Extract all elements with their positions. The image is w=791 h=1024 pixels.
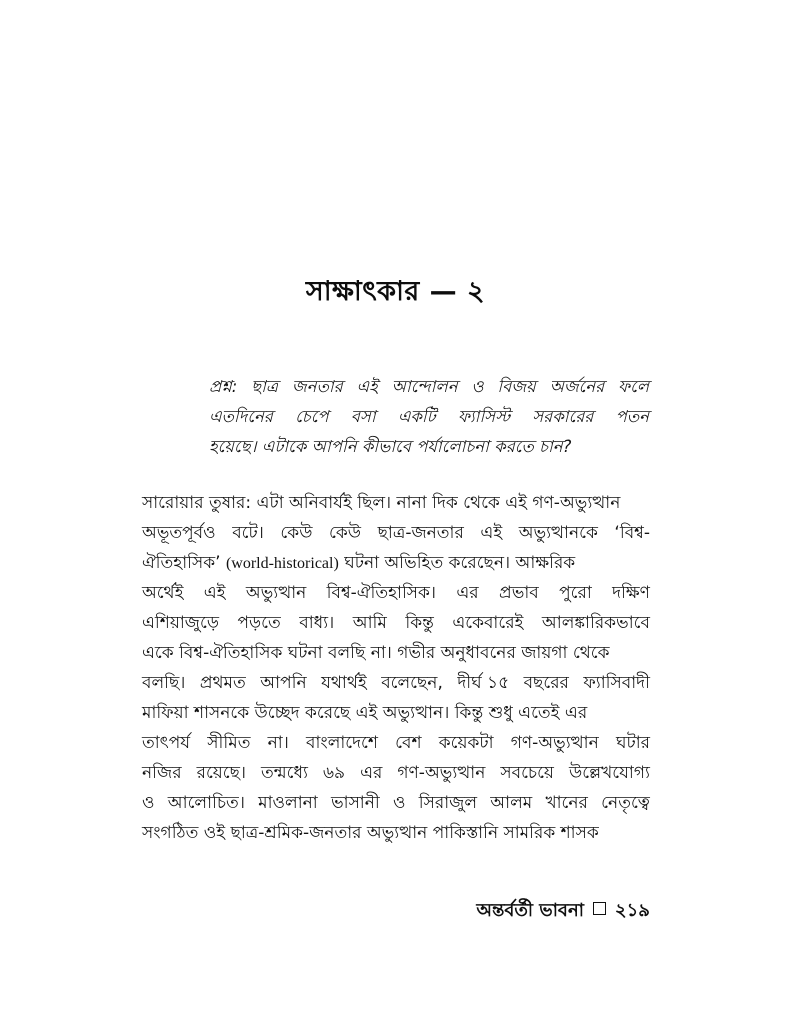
answer-word: ছাত্র-জনতার bbox=[377, 523, 464, 543]
answer-word: বেশ bbox=[395, 733, 422, 753]
answer-word: ভাসানী bbox=[330, 793, 380, 813]
answer-word: তন্মধ্যে bbox=[261, 763, 308, 783]
answer-word: আপনি bbox=[260, 673, 307, 693]
question-word: বিজয় bbox=[497, 377, 536, 396]
answer-word: নেতৃত্বে bbox=[601, 793, 650, 813]
answer-word: আলঙ্কারিকভাবে bbox=[541, 613, 650, 633]
answer-word: দীর্ঘ ১৫ bbox=[457, 673, 510, 693]
answer-line bbox=[142, 788, 650, 818]
answer-line: সংগঠিত ওই ছাত্র-শ্রমিক-জনতার অভ্যুত্থান পাকিস্তানি সামরিক শাসক bbox=[142, 823, 599, 843]
answer-line bbox=[142, 668, 650, 698]
question-word: আন্দোলন bbox=[391, 377, 458, 396]
answer-word: রয়েছে। bbox=[196, 763, 247, 783]
answer-line-with-latin-term: ঐতিহাসিক’ (world-historical) ঘটনা অভিহিত করেছেন। আক্ষরিক bbox=[142, 553, 576, 573]
answer-word: আমি bbox=[352, 613, 387, 633]
question-word: ফ্যাসিস্ট bbox=[457, 407, 511, 426]
question-word: বসা bbox=[350, 407, 376, 426]
answer-word: এর bbox=[456, 583, 479, 603]
answer-paragraph bbox=[142, 488, 650, 848]
answer-word: অভ্যুত্থানকে bbox=[518, 523, 598, 543]
answer-word: ৬৯ bbox=[322, 763, 346, 783]
answer-word: অভ্যুত্থান bbox=[245, 583, 307, 603]
answer-word: নজির bbox=[142, 763, 182, 783]
answer-word: এই bbox=[203, 583, 226, 603]
page-footer bbox=[142, 896, 650, 927]
question-word: চেপে bbox=[295, 407, 329, 426]
answer-word: বছরের bbox=[523, 673, 569, 693]
answer-word: ও bbox=[393, 793, 406, 813]
answer-word: আলম bbox=[490, 793, 533, 813]
answer-word: সিরাজুল bbox=[418, 793, 478, 813]
answer-word: বলছি। bbox=[142, 673, 186, 693]
answer-word: বলেছেন, bbox=[381, 673, 443, 693]
chapter-title: সাক্ষাৎকার — ২ bbox=[305, 276, 486, 308]
answer-word: কিন্তু bbox=[405, 613, 434, 633]
question-block bbox=[209, 372, 649, 462]
answer-word: প্রথমত bbox=[199, 673, 246, 693]
answer-word: পুরো bbox=[559, 583, 592, 603]
question-word: ও bbox=[471, 377, 484, 396]
answer-line bbox=[142, 728, 650, 758]
answer-word: বিশ্ব-ঐতিহাসিক। bbox=[326, 583, 437, 603]
question-line: হয়েছে। এটাকে আপনি কীভাবে পর্যালোচনা করতে চান? bbox=[209, 437, 572, 456]
answer-word: ঘটার bbox=[615, 733, 650, 753]
question-line bbox=[209, 372, 649, 402]
answer-word: এশিয়াজুড়ে bbox=[142, 613, 219, 633]
page-number: ২১৯ bbox=[614, 900, 650, 921]
answer-line bbox=[142, 608, 650, 638]
running-head: অন্তর্বর্তী ভাবনা bbox=[476, 900, 584, 921]
answer-word: যথার্থই bbox=[321, 673, 367, 693]
answer-word: সীমিত bbox=[207, 733, 251, 753]
answer-word: প্রভাব bbox=[499, 583, 539, 603]
answer-word: কয়েকটা bbox=[438, 733, 494, 753]
answer-word: অভূতপূর্বও bbox=[142, 523, 216, 543]
answer-word: সবচেয়ে bbox=[500, 763, 554, 783]
question-word: জনতার bbox=[291, 377, 343, 396]
answer-word: না। bbox=[267, 733, 289, 753]
answer-word: ও bbox=[142, 793, 155, 813]
answer-word: খানের bbox=[545, 793, 588, 813]
answer-word: দক্ষিণ bbox=[612, 583, 650, 603]
answer-word: পড়তে bbox=[237, 613, 281, 633]
question-word: একটি bbox=[397, 407, 436, 426]
question-word: সরকারের bbox=[532, 407, 594, 426]
answer-line: একে বিশ্ব-ঐতিহাসিক ঘটনা বলছি না। গভীর অনুধাবনের জায়গা থেকে bbox=[142, 643, 610, 663]
question-word: অর্জনের bbox=[549, 377, 605, 396]
answer-line: সারোয়ার তুষার: এটা অনিবার্যই ছিল। নানা দিক থেকে এই গণ-অভ্যুত্থান bbox=[142, 493, 621, 513]
answer-word: গণ-অভ্যুত্থান bbox=[510, 733, 599, 753]
answer-line bbox=[142, 518, 650, 548]
question-word: ফলে bbox=[618, 377, 649, 396]
answer-word: গণ-অভ্যুত্থান bbox=[397, 763, 486, 783]
latin-term: (world-historical) bbox=[225, 555, 339, 572]
question-word: ছাত্র bbox=[251, 377, 279, 396]
answer-word: ফ্যাসিবাদী bbox=[583, 673, 650, 693]
answer-word: ‘বিশ্ব- bbox=[614, 523, 650, 543]
answer-word: বটে। bbox=[232, 523, 264, 543]
answer-word: উল্লেখযোগ্য bbox=[568, 763, 650, 783]
answer-line bbox=[142, 758, 650, 788]
question-word: এতদিনের bbox=[209, 407, 273, 426]
answer-word: মাওলানা bbox=[258, 793, 318, 813]
question-word: পতন bbox=[615, 407, 649, 426]
answer-line: মাফিয়া শাসনকে উচ্ছেদ করেছে এই অভ্যুত্থান। কিন্তু শুধু এতেই এর bbox=[142, 703, 588, 723]
answer-word: তাৎপর্য bbox=[142, 733, 191, 753]
answer-word: এই bbox=[480, 523, 503, 543]
answer-word: বাংলাদেশে bbox=[305, 733, 378, 753]
answer-word: অর্থেই bbox=[142, 583, 184, 603]
answer-word: একেবারেই bbox=[452, 613, 524, 633]
hollow-square-icon bbox=[593, 902, 606, 915]
question-word: এই bbox=[356, 377, 378, 396]
answer-word: কেউ bbox=[280, 523, 313, 543]
question-word: প্রশ্ন: bbox=[209, 377, 238, 396]
question-line bbox=[209, 402, 649, 432]
answer-word: আলোচিত। bbox=[167, 793, 245, 813]
answer-word: কেউ bbox=[329, 523, 362, 543]
answer-word: বাধ্য। bbox=[299, 613, 335, 633]
answer-word: এর bbox=[360, 763, 383, 783]
answer-line bbox=[142, 578, 650, 608]
